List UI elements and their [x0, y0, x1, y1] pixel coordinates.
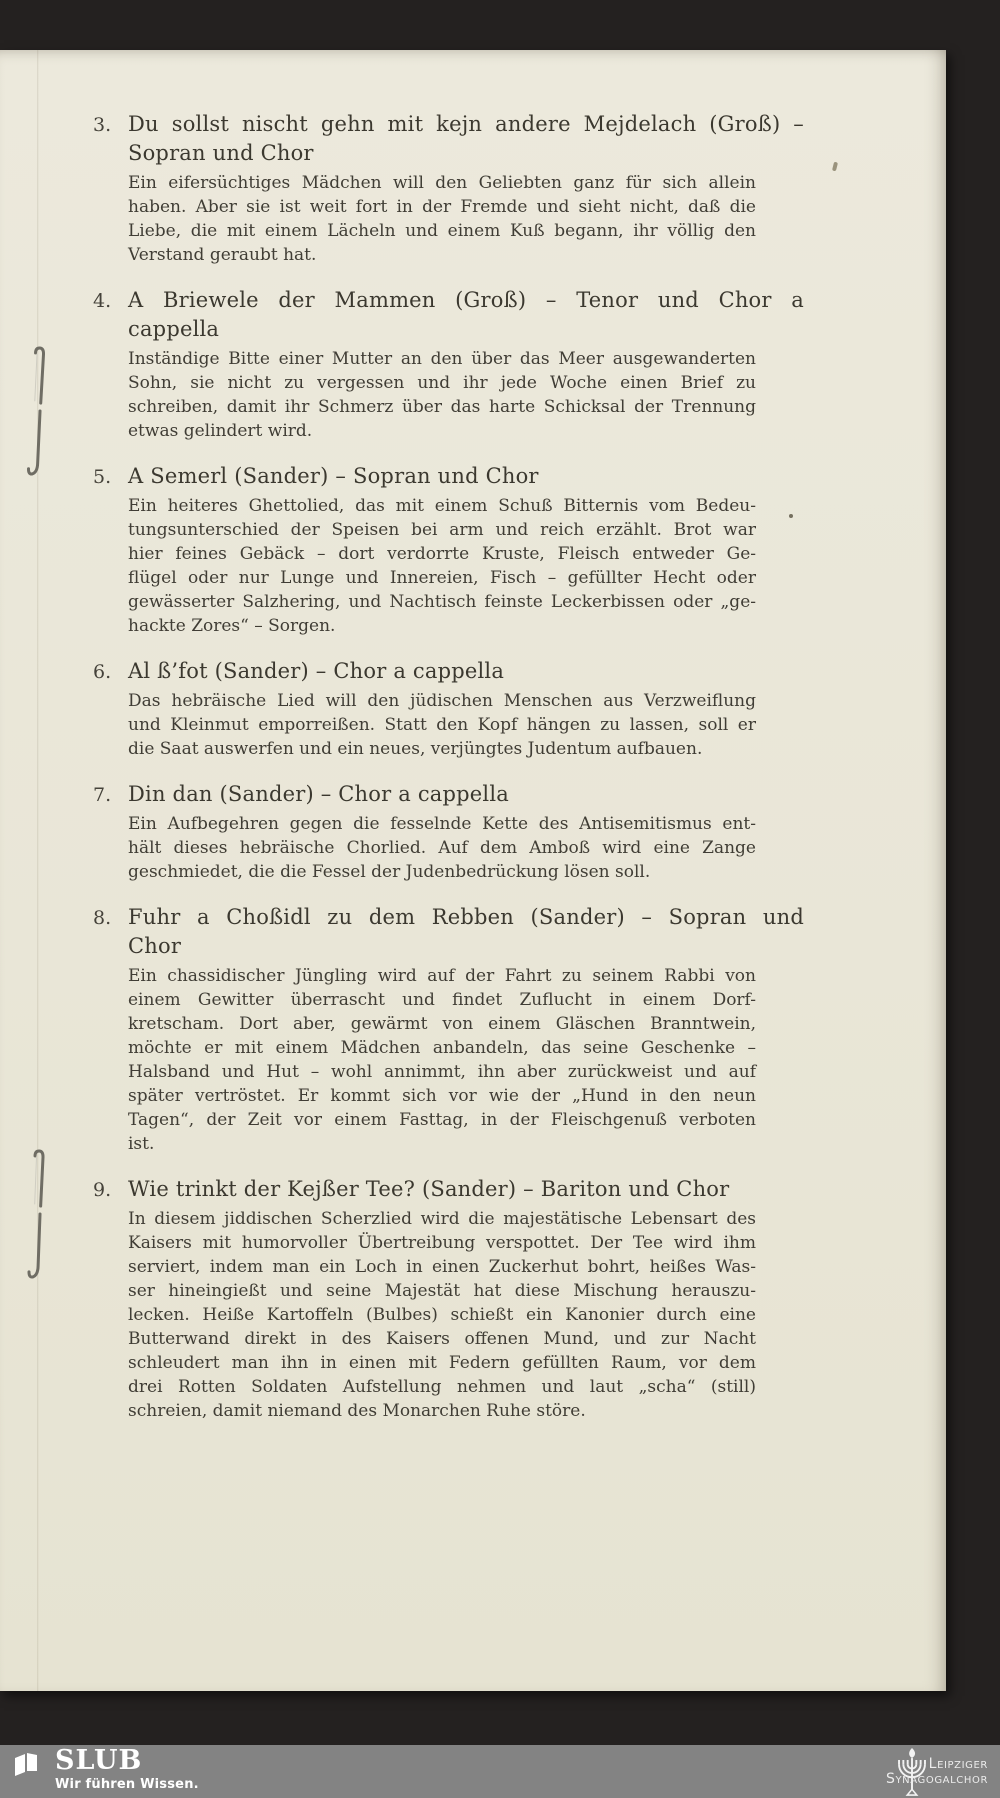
description-line: Verstand geraubt hat. — [128, 245, 317, 265]
staple-icon — [26, 1148, 50, 1282]
description-line: hält dieses hebräische Chorlied. Auf dem Amboß wird eine Zange — [128, 838, 756, 858]
description-line: Ein heiteres Ghettolied, das mit einem Schuß Bitternis vom Bedeu- — [128, 496, 756, 516]
item-number: 3. — [93, 114, 112, 136]
item-text — [128, 780, 804, 884]
slub-wordmark: SLUB — [55, 1745, 143, 1776]
description-line: möchte er mit einem Mädchen anbandeln, das seine Geschenke – — [128, 1038, 756, 1058]
description-line: haben. Aber sie ist weit fort in der Fremde und sieht nicht, daß die — [128, 197, 756, 217]
item-number: 7. — [93, 784, 112, 806]
description-line: schreiben, damit ihr Schmerz über das harte Schicksal der Trennung — [128, 397, 756, 417]
item-title — [128, 286, 804, 344]
description-line: ist. — [128, 1134, 155, 1154]
slub-tagline: Wir führen Wissen. — [55, 1777, 199, 1792]
description-line: einem Gewitter überrascht und findet Zuflucht in einem Dorf- — [128, 990, 756, 1010]
description-line: Halsband und Hut – wohl annimmt, ihn aber zurückweist und auf — [128, 1062, 756, 1082]
item-title — [128, 657, 804, 686]
item-description — [128, 494, 756, 638]
item-title — [128, 110, 804, 168]
item-title — [128, 1175, 804, 1204]
footer-bar — [0, 1745, 1000, 1798]
open-book-icon — [13, 1751, 39, 1777]
program-item — [93, 286, 813, 443]
program-item — [93, 462, 813, 638]
description-line: serviert, indem man ein Loch in einen Zuckerhut bohrt, heißes Was- — [128, 1257, 756, 1277]
staple-icon — [25, 345, 51, 480]
title-line: Du sollst nischt gehn mit kejn andere Mejdelach (Groß) – — [128, 112, 804, 136]
title-line: Fuhr a Choßidl zu dem Rebben (Sander) – Sopran und — [128, 905, 804, 929]
item-description — [128, 1207, 756, 1423]
description-line: ser hineingießt und seine Majestät hat diese Mischung herauszu- — [128, 1281, 756, 1301]
item-title — [128, 780, 804, 809]
item-number: 9. — [93, 1179, 112, 1201]
program-item — [93, 110, 813, 267]
description-line: Sohn, sie nicht zu vergessen und ihr jede Woche einen Brief zu — [128, 373, 756, 393]
item-text — [128, 903, 804, 1156]
title-line: Chor — [128, 934, 182, 958]
description-line: Ein chassidischer Jüngling wird auf der Fahrt zu seinem Rabbi von — [128, 966, 756, 986]
description-line: später vertröstet. Er kommt sich vor wie der „Hund in den neun — [128, 1086, 756, 1106]
item-title — [128, 462, 804, 491]
item-description — [128, 812, 756, 884]
item-description — [128, 689, 756, 761]
description-line: schleudert man ihn in einen mit Federn gefüllten Raum, vor dem — [128, 1353, 756, 1373]
item-number: 6. — [93, 661, 112, 683]
item-number: 5. — [93, 466, 112, 488]
description-line: schreien, damit niemand des Monarchen Ruhe störe. — [128, 1401, 586, 1421]
choir-name-line2: Synagogalchor — [885, 1771, 988, 1787]
item-title — [128, 903, 804, 961]
description-line: drei Rotten Soldaten Aufstellung nehmen und laut „scha“ (still) — [128, 1377, 756, 1397]
description-line: Ein Aufbegehren gegen die fesselnde Kette des Antisemitismus ent- — [128, 814, 756, 834]
description-line: die Saat auswerfen und ein neues, verjüngtes Judentum aufbauen. — [128, 739, 703, 759]
title-line: A Briewele der Mammen (Groß) – Tenor und Chor a — [128, 288, 804, 312]
program-item — [93, 657, 813, 761]
title-line: A Semerl (Sander) – Sopran und Chor — [128, 464, 539, 488]
item-text — [128, 286, 804, 443]
spine-fold-line — [37, 50, 39, 1691]
program-item — [93, 780, 813, 884]
title-line: Wie trinkt der Kejßer Tee? (Sander) – Bariton und Chor — [128, 1177, 730, 1201]
description-line: Kaisers mit humorvoller Übertreibung verspottet. Der Tee wird ihm — [128, 1233, 756, 1253]
synagogalchor-logo — [858, 1745, 988, 1798]
description-line: lecken. Heiße Kartoffeln (Bulbes) schießt ein Kanonier durch eine — [128, 1305, 756, 1325]
description-line: und Kleinmut emporreißen. Statt den Kopf hängen zu lassen, soll er — [128, 715, 756, 735]
description-line: kretscham. Dort aber, gewärmt von einem Gläschen Branntwein, — [128, 1014, 756, 1034]
description-line: Butterwand direkt in des Kaisers offenen Mund, und zur Nacht — [128, 1329, 756, 1349]
item-text — [128, 1175, 804, 1423]
item-number: 4. — [93, 290, 112, 312]
choir-name-line1: Leipziger — [928, 1756, 988, 1772]
description-line: Tagen“, der Zeit vor einem Fasttag, in der Fleischgenuß verboten — [128, 1110, 756, 1130]
title-line: Al ß’fot (Sander) – Chor a cappella — [128, 659, 505, 683]
scan-speck — [832, 162, 838, 172]
title-line: Din dan (Sander) – Chor a cappella — [128, 782, 509, 806]
title-line: cappella — [128, 317, 220, 341]
item-description — [128, 171, 756, 267]
description-line: Ein eifersüchtiges Mädchen will den Geliebten ganz für sich allein — [128, 173, 756, 193]
description-line: tungsunterschied der Speisen bei arm und reich erzählt. Brot war — [128, 520, 756, 540]
title-line: Sopran und Chor — [128, 141, 314, 165]
program-item — [93, 903, 813, 1156]
program-item — [93, 1175, 813, 1423]
description-line: Inständige Bitte einer Mutter an den über das Meer ausgewanderten — [128, 349, 756, 369]
item-text — [128, 462, 804, 638]
item-text — [128, 657, 804, 761]
scanned-page — [0, 50, 946, 1691]
item-description — [128, 964, 756, 1156]
description-line: hackte Zores“ – Sorgen. — [128, 616, 336, 636]
description-line: flügel oder nur Lunge und Innereien, Fisch – gefüllter Hecht oder — [128, 568, 756, 588]
description-line: Liebe, die mit einem Lächeln und einem Kuß begann, ihr völlig den — [128, 221, 756, 241]
slub-logo — [13, 1745, 293, 1798]
item-text — [128, 110, 804, 267]
description-line: gewässerter Salzhering, und Nachtisch feinste Leckerbissen oder „ge- — [128, 592, 756, 612]
description-line: geschmiedet, die die Fessel der Judenbedrückung lösen soll. — [128, 862, 651, 882]
description-line: etwas gelindert wird. — [128, 421, 313, 441]
description-line: hier feines Gebäck – dort verdorrte Kruste, Fleisch entweder Ge- — [128, 544, 756, 564]
item-description — [128, 347, 756, 443]
description-line: In diesem jiddischen Scherzlied wird die majestätische Lebensart des — [128, 1209, 756, 1229]
description-line: Das hebräische Lied will den jüdischen Menschen aus Verzweiflung — [128, 691, 756, 711]
scan-speck — [789, 514, 793, 518]
program-list — [93, 110, 813, 1442]
item-number: 8. — [93, 907, 112, 929]
